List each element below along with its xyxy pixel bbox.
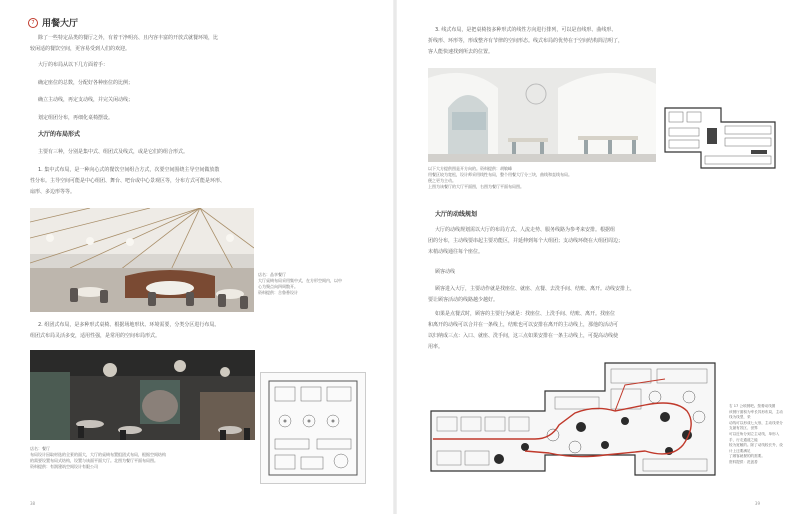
photo-1-caption-line: 心为聚点向四周散开。 [258, 284, 298, 289]
type1-line-1: 1. 集中式布局，是一种向心式的餐饮空间组合方式，次要空间围绕主导空间做放散 [38, 167, 220, 173]
plan-caption-line: 右 17 公顷餐吧。按餐动线图 [729, 404, 776, 408]
photo-1-caption [258, 272, 368, 296]
section-number: 7 [28, 18, 38, 28]
photo-2-caption-line: 资料提供：有润建筑空间设计有限公司 [30, 464, 98, 469]
flow-paragraph-2 [428, 285, 783, 304]
layout-point-1: 确定座位的总数，分配好各种座位的比例； [38, 80, 134, 86]
plan-caption-line: 资料提供：范创善 [729, 459, 758, 464]
type3-line-1: 3. 线式布局，是把桌椅按多种形式的线性方向进行排列，可以是直线形、曲线形、 [435, 27, 617, 33]
flow-p3-line: 如果是点餐式时，顾客的主要行为就是：找座位、上洗手间、结账、离开。找座位 [435, 311, 616, 317]
photo-3-caption-line: 用餐区较为宽松，设计师采用线性布局，整个用餐大厅分三块，曲线和直线布局。 [428, 172, 572, 177]
flow-paragraph-1 [428, 226, 783, 256]
type3-line-2: 折线形、环形等，形成整齐有节律的空间形态。线式布局的优势在于空间结构简洁明了， [428, 38, 624, 44]
layout-point-2: 确立主动线，再定支动线，并完关闲动线； [38, 97, 134, 103]
type1-line-3: 扇形、多边形等等。 [30, 189, 76, 195]
flow-p3-line: 以归纳成三点：入口、就座、洗手间，这三点如果安排在一条主动线上，可提高动线使 [428, 333, 619, 339]
flow-p2-line: 顾客进入大厅，主要动作就是找座位、就座、点餐、去洗手间、结账、离开。动线安排上， [435, 286, 636, 292]
types-intro: 主要有三种，分别是集中式、组团式及线式，或是它们的组合形式。 [38, 149, 189, 155]
plan-caption-line: 可以近角分到立主动线，单形入手，行走通道之能 [729, 431, 780, 442]
plan-caption [729, 404, 785, 466]
restaurant-photo-1 [30, 208, 254, 312]
floor-plan-small [260, 372, 366, 484]
plan-caption-line: 该餐厅面积为宰长异形布局，主动线为线型，采 [729, 409, 783, 420]
right-page [395, 0, 790, 514]
plan-caption-line: 动线可以形成七大形，主动线采分支最有效区、世界 [729, 420, 783, 431]
subhead-customer-flow: 顾客动线 [435, 269, 456, 275]
circulation-floor-plan [425, 355, 725, 485]
subhead-flow-planning: 大厅的动线规划 [435, 211, 478, 218]
photo-3-caption [428, 166, 658, 190]
photo-3-caption-line: 上图为该餐厅的大厅平面图，右图为餐厅平面布局图。 [428, 184, 524, 189]
flow-p3-line: 用率。 [428, 344, 444, 350]
page-number-right: 39 [754, 501, 760, 506]
type3-line-3: 客人能快速找到所去的位置。 [428, 49, 494, 55]
layout-point-3: 划定组团分布，再细化桌椅摆设。 [38, 115, 114, 121]
flow-p1-line: 团的分布，主动线要串起主要功能区，并延伸到每个大组团；支动线环绕在大组团周边； [428, 238, 624, 244]
plan-caption-line: 较为宽敞的。除了动线较长外，设计上还要满足 [729, 443, 783, 453]
photo-2-caption-line: 店名：餐厅 [30, 446, 50, 451]
photo-1-caption-line: 店名：品享餐厅 [258, 272, 286, 277]
photo-2-caption [30, 446, 260, 470]
type2-line-2: 组团式布局灵活多变，适用性强，是常用的空间布局形式。 [30, 333, 161, 339]
photo-3-caption-line: 以下大方提供图是开方向的。资料提供：胡敏峰 [428, 166, 512, 171]
intro-line-2: 较闲适的餐饮空间，更容易受到人们的欢迎。 [30, 46, 131, 52]
flow-p1-line: 大厅的动线规划需以大厅的布局方式、人流走势、服务线路为参考来安排。根据组 [435, 227, 616, 233]
photo-2-caption-line: 的需要设置布局式结构，设置与该面平面大厅。北图为餐厅平面布局图。 [30, 458, 158, 463]
layout-lead: 大厅的布局从以下几方面着手： [38, 62, 109, 68]
section-title [28, 16, 78, 29]
section-title-text: 用餐大厅 [42, 19, 79, 29]
photo-3-caption-line: 便之更为主动。 [428, 178, 456, 183]
flow-p3-line: 和离开的动线可以合并在一条线上，结账也可以安排在离开的主动线上，那他的活动可 [428, 322, 619, 328]
restaurant-photo-3 [428, 68, 656, 162]
photo-1-caption-line: 资料提供：合鲁香设计 [258, 290, 298, 295]
photo-1-caption-line: 大厅桌椅布局采用集中式，在方形空间内，以中 [258, 278, 342, 283]
plan-caption-line: 了顾客就餐的的需要。 [729, 454, 765, 459]
flow-p2-line: 要让顾客活动的线路越少越好。 [428, 297, 499, 303]
restaurant-photo-2 [30, 350, 255, 440]
subhead-layout-forms: 大厅的布局形式 [38, 131, 81, 138]
floor-plan-linear [661, 102, 779, 178]
flow-p1-line: 末梢动线通往每个座位。 [428, 249, 484, 255]
photo-2-caption-line: 布局设计因取材选的全景的面大，大厅的桌椅布置组团式布局，根据空间结构 [30, 452, 166, 457]
flow-paragraph-3 [428, 310, 783, 351]
type2-line-1: 2. 组团式布局，是多种形式桌椅、根据场地形状、环境需要，分类分区进行布局。 [38, 322, 220, 328]
type1-line-2: 性分布。主导空间可能是中心组团、舞台、吧台或中心景观区等，分布方式可能是环形、 [30, 178, 226, 184]
page-number-left: 38 [30, 501, 36, 506]
intro-line-1: 除了一些特定品类的餐厅之外，有着干净明亮、且内容丰富的开放式就餐环境，比 [38, 35, 219, 41]
